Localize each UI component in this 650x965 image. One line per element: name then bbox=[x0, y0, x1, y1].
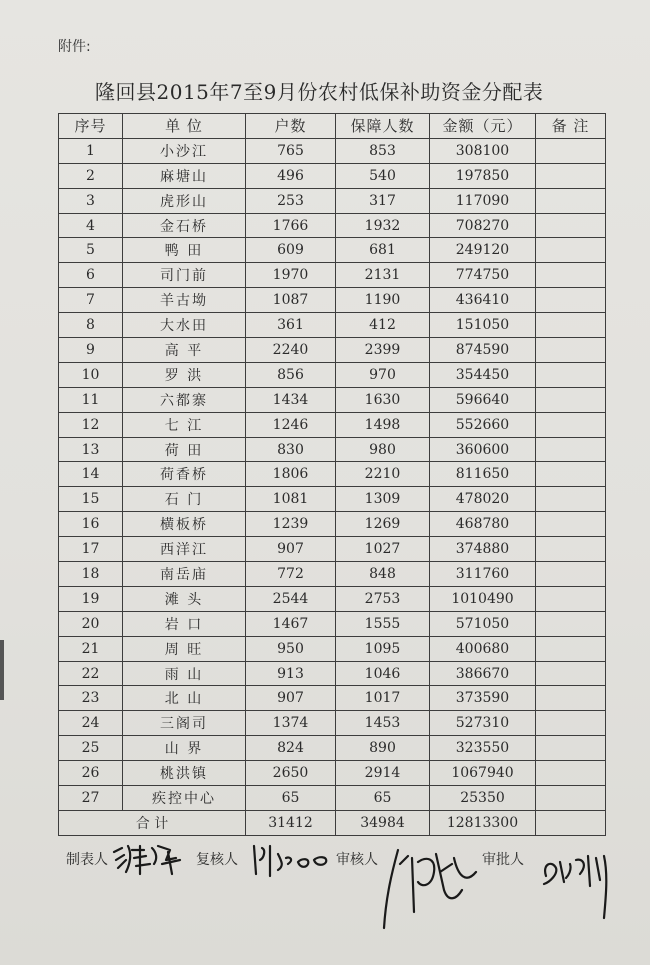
cell-no: 15 bbox=[59, 487, 123, 512]
cell-people: 1932 bbox=[336, 213, 430, 238]
cell-no: 20 bbox=[59, 611, 123, 636]
allocation-table bbox=[58, 113, 606, 836]
cell-households: 1467 bbox=[246, 611, 336, 636]
attachment-label: 附件: bbox=[58, 39, 91, 55]
table-row bbox=[59, 263, 606, 288]
cell-no: 11 bbox=[59, 387, 123, 412]
table-row bbox=[59, 238, 606, 263]
cell-note bbox=[536, 686, 606, 711]
cell-note bbox=[536, 362, 606, 387]
cell-unit: 七 江 bbox=[123, 412, 246, 437]
cell-no: 22 bbox=[59, 661, 123, 686]
cell-unit: 大水田 bbox=[123, 313, 246, 338]
cell-households: 253 bbox=[246, 188, 336, 213]
cell-households: 1239 bbox=[246, 512, 336, 537]
table-row bbox=[59, 562, 606, 587]
preparer-signature bbox=[110, 838, 190, 880]
cell-people: 1095 bbox=[336, 636, 430, 661]
table-row bbox=[59, 338, 606, 363]
cell-people: 2131 bbox=[336, 263, 430, 288]
table-row bbox=[59, 537, 606, 562]
total-row bbox=[59, 810, 606, 835]
approver-label: 审批人 bbox=[482, 852, 524, 868]
cell-unit: 高 平 bbox=[123, 338, 246, 363]
table-row bbox=[59, 138, 606, 163]
cell-note bbox=[536, 213, 606, 238]
cell-no: 7 bbox=[59, 288, 123, 313]
cell-note bbox=[536, 238, 606, 263]
total-households: 31412 bbox=[246, 810, 336, 835]
cell-no: 2 bbox=[59, 163, 123, 188]
cell-unit: 麻塘山 bbox=[123, 163, 246, 188]
cell-unit: 六都寨 bbox=[123, 387, 246, 412]
cell-people: 853 bbox=[336, 138, 430, 163]
table-row bbox=[59, 686, 606, 711]
cell-amount: 308100 bbox=[430, 138, 536, 163]
cell-amount: 323550 bbox=[430, 736, 536, 761]
cell-households: 907 bbox=[246, 537, 336, 562]
cell-note bbox=[536, 487, 606, 512]
cell-amount: 311760 bbox=[430, 562, 536, 587]
header-households: 户数 bbox=[246, 114, 336, 139]
cell-amount: 811650 bbox=[430, 462, 536, 487]
cell-households: 496 bbox=[246, 163, 336, 188]
cell-people: 540 bbox=[336, 163, 430, 188]
cell-no: 6 bbox=[59, 263, 123, 288]
table-row bbox=[59, 387, 606, 412]
cell-amount: 527310 bbox=[430, 711, 536, 736]
cell-people: 1046 bbox=[336, 661, 430, 686]
table-body bbox=[59, 138, 606, 835]
cell-people: 1453 bbox=[336, 711, 430, 736]
cell-unit: 荷 田 bbox=[123, 437, 246, 462]
header-unit: 单 位 bbox=[123, 114, 246, 139]
cell-amount: 400680 bbox=[430, 636, 536, 661]
table-row bbox=[59, 188, 606, 213]
cell-households: 772 bbox=[246, 562, 336, 587]
table-row bbox=[59, 462, 606, 487]
cell-amount: 552660 bbox=[430, 412, 536, 437]
cell-unit: 疾控中心 bbox=[123, 786, 246, 811]
cell-note bbox=[536, 512, 606, 537]
table-row bbox=[59, 487, 606, 512]
cell-households: 2240 bbox=[246, 338, 336, 363]
table-row bbox=[59, 288, 606, 313]
cell-people: 970 bbox=[336, 362, 430, 387]
cell-people: 1555 bbox=[336, 611, 430, 636]
cell-households: 2544 bbox=[246, 586, 336, 611]
cell-amount: 117090 bbox=[430, 188, 536, 213]
cell-people: 980 bbox=[336, 437, 430, 462]
cell-households: 1081 bbox=[246, 487, 336, 512]
cell-households: 1374 bbox=[246, 711, 336, 736]
cell-amount: 596640 bbox=[430, 387, 536, 412]
total-people: 34984 bbox=[336, 810, 430, 835]
cell-people: 1027 bbox=[336, 537, 430, 562]
table-row bbox=[59, 163, 606, 188]
page-title: 隆回县2015年7至9月份农村低保补助资金分配表 bbox=[95, 80, 544, 104]
cell-unit: 北 山 bbox=[123, 686, 246, 711]
cell-households: 65 bbox=[246, 786, 336, 811]
total-amount: 12813300 bbox=[430, 810, 536, 835]
cell-note bbox=[536, 761, 606, 786]
cell-people: 1630 bbox=[336, 387, 430, 412]
cell-households: 830 bbox=[246, 437, 336, 462]
table-row bbox=[59, 412, 606, 437]
cell-unit: 三阁司 bbox=[123, 711, 246, 736]
total-label: 合 计 bbox=[59, 810, 246, 835]
cell-people: 2753 bbox=[336, 586, 430, 611]
cell-amount: 360600 bbox=[430, 437, 536, 462]
cell-unit: 山 界 bbox=[123, 736, 246, 761]
cell-no: 23 bbox=[59, 686, 123, 711]
cell-amount: 478020 bbox=[430, 487, 536, 512]
cell-unit: 雨 山 bbox=[123, 661, 246, 686]
cell-unit: 小沙江 bbox=[123, 138, 246, 163]
table-row bbox=[59, 437, 606, 462]
cell-note bbox=[536, 338, 606, 363]
cell-no: 8 bbox=[59, 313, 123, 338]
cell-households: 1434 bbox=[246, 387, 336, 412]
cell-unit: 横板桥 bbox=[123, 512, 246, 537]
cell-unit: 罗 洪 bbox=[123, 362, 246, 387]
cell-amount: 1010490 bbox=[430, 586, 536, 611]
cell-amount: 151050 bbox=[430, 313, 536, 338]
cell-note bbox=[536, 537, 606, 562]
cell-note bbox=[536, 437, 606, 462]
reviewer-label: 复核人 bbox=[196, 852, 238, 868]
cell-amount: 436410 bbox=[430, 288, 536, 313]
cell-people: 890 bbox=[336, 736, 430, 761]
table-row bbox=[59, 786, 606, 811]
cell-people: 1017 bbox=[336, 686, 430, 711]
cell-note bbox=[536, 138, 606, 163]
cell-people: 681 bbox=[336, 238, 430, 263]
cell-amount: 249120 bbox=[430, 238, 536, 263]
cell-unit: 桃洪镇 bbox=[123, 761, 246, 786]
cell-no: 9 bbox=[59, 338, 123, 363]
cell-no: 12 bbox=[59, 412, 123, 437]
cell-unit: 司门前 bbox=[123, 263, 246, 288]
cell-note bbox=[536, 636, 606, 661]
cell-note bbox=[536, 562, 606, 587]
cell-households: 765 bbox=[246, 138, 336, 163]
cell-households: 1766 bbox=[246, 213, 336, 238]
cell-unit: 石 门 bbox=[123, 487, 246, 512]
cell-note bbox=[536, 786, 606, 811]
header-people: 保障人数 bbox=[336, 114, 430, 139]
cell-amount: 354450 bbox=[430, 362, 536, 387]
cell-no: 1 bbox=[59, 138, 123, 163]
header-note: 备 注 bbox=[536, 114, 606, 139]
table-header-row bbox=[59, 114, 606, 139]
cell-note bbox=[536, 711, 606, 736]
cell-note bbox=[536, 188, 606, 213]
cell-people: 1309 bbox=[336, 487, 430, 512]
table-row bbox=[59, 661, 606, 686]
cell-unit: 荷香桥 bbox=[123, 462, 246, 487]
cell-note bbox=[536, 412, 606, 437]
cell-note bbox=[536, 387, 606, 412]
cell-people: 2399 bbox=[336, 338, 430, 363]
cell-people: 412 bbox=[336, 313, 430, 338]
cell-no: 24 bbox=[59, 711, 123, 736]
auditor-label: 审核人 bbox=[336, 852, 378, 868]
cell-households: 361 bbox=[246, 313, 336, 338]
table-row bbox=[59, 636, 606, 661]
cell-people: 848 bbox=[336, 562, 430, 587]
cell-no: 16 bbox=[59, 512, 123, 537]
cell-unit: 鸭 田 bbox=[123, 238, 246, 263]
cell-amount: 708270 bbox=[430, 213, 536, 238]
cell-people: 1190 bbox=[336, 288, 430, 313]
table-row bbox=[59, 313, 606, 338]
cell-households: 856 bbox=[246, 362, 336, 387]
cell-unit: 羊古坳 bbox=[123, 288, 246, 313]
cell-households: 1970 bbox=[246, 263, 336, 288]
cell-note bbox=[536, 163, 606, 188]
cell-note bbox=[536, 462, 606, 487]
cell-households: 2650 bbox=[246, 761, 336, 786]
cell-note bbox=[536, 661, 606, 686]
header-no: 序号 bbox=[59, 114, 123, 139]
table-row bbox=[59, 611, 606, 636]
table-row bbox=[59, 761, 606, 786]
total-note bbox=[536, 810, 606, 835]
cell-amount: 197850 bbox=[430, 163, 536, 188]
cell-no: 25 bbox=[59, 736, 123, 761]
cell-no: 14 bbox=[59, 462, 123, 487]
cell-households: 1806 bbox=[246, 462, 336, 487]
cell-amount: 571050 bbox=[430, 611, 536, 636]
cell-amount: 468780 bbox=[430, 512, 536, 537]
cell-households: 907 bbox=[246, 686, 336, 711]
cell-households: 1087 bbox=[246, 288, 336, 313]
cell-amount: 774750 bbox=[430, 263, 536, 288]
cell-note bbox=[536, 313, 606, 338]
cell-unit: 南岳庙 bbox=[123, 562, 246, 587]
cell-amount: 374880 bbox=[430, 537, 536, 562]
cell-no: 3 bbox=[59, 188, 123, 213]
table-row bbox=[59, 512, 606, 537]
cell-no: 17 bbox=[59, 537, 123, 562]
cell-households: 950 bbox=[246, 636, 336, 661]
cell-note bbox=[536, 736, 606, 761]
cell-no: 10 bbox=[59, 362, 123, 387]
cell-amount: 874590 bbox=[430, 338, 536, 363]
cell-households: 609 bbox=[246, 238, 336, 263]
cell-households: 1246 bbox=[246, 412, 336, 437]
cell-unit: 虎形山 bbox=[123, 188, 246, 213]
cell-amount: 386670 bbox=[430, 661, 536, 686]
table-row bbox=[59, 736, 606, 761]
cell-no: 4 bbox=[59, 213, 123, 238]
cell-note bbox=[536, 288, 606, 313]
cell-unit: 西洋江 bbox=[123, 537, 246, 562]
cell-note bbox=[536, 611, 606, 636]
cell-households: 824 bbox=[246, 736, 336, 761]
auditor-signature bbox=[378, 842, 483, 934]
cell-no: 26 bbox=[59, 761, 123, 786]
cell-amount: 1067940 bbox=[430, 761, 536, 786]
header-amount: 金额（元） bbox=[430, 114, 536, 139]
preparer-label: 制表人 bbox=[66, 852, 108, 868]
cell-people: 317 bbox=[336, 188, 430, 213]
cell-people: 1498 bbox=[336, 412, 430, 437]
cell-unit: 滩 头 bbox=[123, 586, 246, 611]
binder-mark bbox=[0, 640, 4, 700]
cell-people: 1269 bbox=[336, 512, 430, 537]
reviewer-signature bbox=[248, 840, 348, 880]
cell-no: 13 bbox=[59, 437, 123, 462]
table-row bbox=[59, 213, 606, 238]
cell-no: 5 bbox=[59, 238, 123, 263]
cell-note bbox=[536, 263, 606, 288]
approver-signature bbox=[538, 846, 618, 922]
cell-amount: 373590 bbox=[430, 686, 536, 711]
cell-unit: 周 旺 bbox=[123, 636, 246, 661]
cell-unit: 岩 口 bbox=[123, 611, 246, 636]
table-row bbox=[59, 711, 606, 736]
table-row bbox=[59, 586, 606, 611]
cell-no: 21 bbox=[59, 636, 123, 661]
cell-amount: 25350 bbox=[430, 786, 536, 811]
cell-people: 2210 bbox=[336, 462, 430, 487]
cell-no: 27 bbox=[59, 786, 123, 811]
cell-people: 65 bbox=[336, 786, 430, 811]
cell-no: 19 bbox=[59, 586, 123, 611]
table-row bbox=[59, 362, 606, 387]
cell-people: 2914 bbox=[336, 761, 430, 786]
cell-note bbox=[536, 586, 606, 611]
cell-no: 18 bbox=[59, 562, 123, 587]
cell-households: 913 bbox=[246, 661, 336, 686]
cell-unit: 金石桥 bbox=[123, 213, 246, 238]
